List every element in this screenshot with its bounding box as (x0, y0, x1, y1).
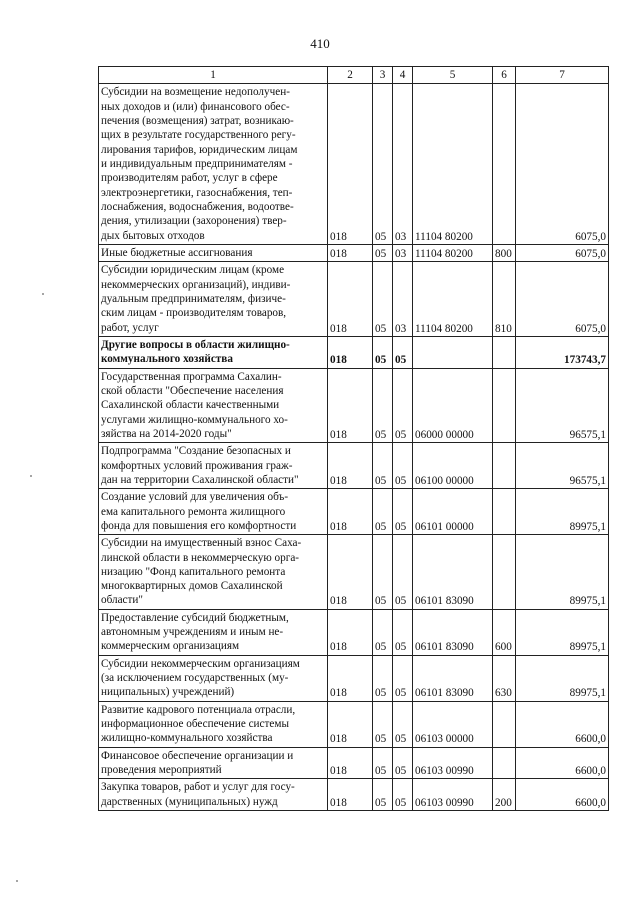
table-row (99, 489, 609, 535)
row-name-cell: Предоставление субсидий бюджетным, автономным учреждениям и иным не- коммерческим организациям (99, 609, 328, 655)
section-code-cell: 05 (373, 489, 393, 535)
subsection-code-cell: 05 (393, 747, 413, 779)
expense-type-cell (493, 84, 516, 245)
table-row (99, 655, 609, 701)
target-article-cell: 06101 83090 (413, 655, 493, 701)
row-name-cell: Создание условий для увеличения объ- ема капитального ремонта жилищного фонда для повышения его комфортности (99, 489, 328, 535)
expense-type-cell: 630 (493, 655, 516, 701)
row-name-cell: Другие вопросы в области жилищно- коммунального хозяйства (99, 336, 328, 368)
target-article-cell: 06103 00000 (413, 701, 493, 747)
page-number: 410 (310, 36, 330, 51)
target-article-cell: 11104 80200 (413, 84, 493, 245)
section-code-cell: 05 (373, 701, 393, 747)
row-name-cell: Субсидии на имущественный взнос Саха- линской области в некоммерческую орга- низацию "Фонд капитального ремонта многоквартирных домов Сахалинской области" (99, 535, 328, 610)
column-header: 2 (328, 67, 373, 84)
target-article-cell: 06101 83090 (413, 535, 493, 610)
column-header: 6 (493, 67, 516, 84)
amount-cell: 89975,1 (516, 489, 609, 535)
expense-type-cell: 600 (493, 609, 516, 655)
section-code-cell: 05 (373, 368, 393, 443)
table-row (99, 336, 609, 368)
subsection-code-cell: 05 (393, 779, 413, 811)
target-article-cell: 06101 00000 (413, 489, 493, 535)
subsection-code-cell: 05 (393, 701, 413, 747)
subsection-code-cell: 05 (393, 336, 413, 368)
section-code-cell: 05 (373, 747, 393, 779)
table-row (99, 535, 609, 610)
column-header: 7 (516, 67, 609, 84)
expense-type-cell: 800 (493, 244, 516, 261)
amount-cell: 6075,0 (516, 244, 609, 261)
subsection-code-cell: 05 (393, 609, 413, 655)
ministry-code-cell: 018 (328, 262, 373, 337)
amount-cell: 6600,0 (516, 747, 609, 779)
amount-cell: 89975,1 (516, 655, 609, 701)
ministry-code-cell: 018 (328, 336, 373, 368)
ministry-code-cell: 018 (328, 779, 373, 811)
section-code-cell: 05 (373, 443, 393, 489)
section-code-cell: 05 (373, 262, 393, 337)
budget-table (98, 66, 609, 811)
expense-type-cell (493, 368, 516, 443)
scan-speck (30, 475, 32, 477)
amount-cell: 6600,0 (516, 701, 609, 747)
subsection-code-cell: 05 (393, 655, 413, 701)
table-row (99, 747, 609, 779)
row-name-cell: Финансовое обеспечение организации и проведения мероприятий (99, 747, 328, 779)
table-row (99, 244, 609, 261)
scan-speck (16, 880, 18, 882)
table-row (99, 262, 609, 337)
ministry-code-cell: 018 (328, 443, 373, 489)
target-article-cell (413, 336, 493, 368)
subsection-code-cell: 03 (393, 262, 413, 337)
table-row (99, 368, 609, 443)
row-name-cell: Субсидии юридическим лицам (кроме некоммерческих организаций), индиви- дуальным предпринимателям, физиче- ским лицам - производителям товаров, работ, услуг (99, 262, 328, 337)
expense-type-cell (493, 336, 516, 368)
ministry-code-cell: 018 (328, 84, 373, 245)
amount-cell: 6075,0 (516, 262, 609, 337)
ministry-code-cell: 018 (328, 655, 373, 701)
amount-cell: 89975,1 (516, 535, 609, 610)
ministry-code-cell: 018 (328, 701, 373, 747)
expense-type-cell (493, 701, 516, 747)
table-row (99, 443, 609, 489)
section-code-cell: 05 (373, 609, 393, 655)
row-name-cell: Субсидии некоммерческим организациям (за исключением государственных (му- ниципальных) учреждений) (99, 655, 328, 701)
ministry-code-cell: 018 (328, 244, 373, 261)
section-code-cell: 05 (373, 244, 393, 261)
target-article-cell: 06103 00990 (413, 747, 493, 779)
table-row (99, 84, 609, 245)
table-header-row (99, 67, 609, 84)
column-header: 4 (393, 67, 413, 84)
target-article-cell: 06100 00000 (413, 443, 493, 489)
subsection-code-cell: 05 (393, 443, 413, 489)
expense-type-cell: 200 (493, 779, 516, 811)
amount-cell: 6075,0 (516, 84, 609, 245)
amount-cell: 96575,1 (516, 443, 609, 489)
scan-speck (42, 293, 44, 295)
row-name-cell: Государственная программа Сахалин- ской области "Обеспечение населения Сахалинской области качественными услугами жилищно-коммунального хо- зяйства на 2014-2020 годы" (99, 368, 328, 443)
subsection-code-cell: 05 (393, 489, 413, 535)
amount-cell: 6600,0 (516, 779, 609, 811)
ministry-code-cell: 018 (328, 489, 373, 535)
target-article-cell: 06000 00000 (413, 368, 493, 443)
amount-cell: 96575,1 (516, 368, 609, 443)
row-name-cell: Субсидии на возмещение недополучен- ных доходов и (или) финансового обес- печения (возмещения) затрат, возникаю- щих в результате государственного регу- лирования тарифов, юридическим лицам и индивидуальным предпринимателям - производителям работ, услуг в сфере электроэнергетики, газоснабжения, теп- лоснабжения, водоснабжения, водоотве- дения, утилизации (захоронения) твер- дых бытовых отходов (99, 84, 328, 245)
amount-cell: 173743,7 (516, 336, 609, 368)
target-article-cell: 06103 00990 (413, 779, 493, 811)
section-code-cell: 05 (373, 84, 393, 245)
ministry-code-cell: 018 (328, 368, 373, 443)
row-name-cell: Закупка товаров, работ и услуг для госу- дарственных (муниципальных) нужд (99, 779, 328, 811)
subsection-code-cell: 05 (393, 535, 413, 610)
ministry-code-cell: 018 (328, 535, 373, 610)
target-article-cell: 11104 80200 (413, 262, 493, 337)
subsection-code-cell: 03 (393, 244, 413, 261)
section-code-cell: 05 (373, 655, 393, 701)
row-name-cell: Иные бюджетные ассигнования (99, 244, 328, 261)
expense-type-cell (493, 747, 516, 779)
expense-type-cell (493, 535, 516, 610)
row-name-cell: Подпрограмма "Создание безопасных и комфортных условий проживания граж- дан на территории Сахалинской области" (99, 443, 328, 489)
amount-cell: 89975,1 (516, 609, 609, 655)
expense-type-cell (493, 489, 516, 535)
section-code-cell: 05 (373, 336, 393, 368)
target-article-cell: 11104 80200 (413, 244, 493, 261)
table-row (99, 609, 609, 655)
table-row (99, 779, 609, 811)
expense-type-cell (493, 443, 516, 489)
column-header: 1 (99, 67, 328, 84)
table-row (99, 701, 609, 747)
row-name-cell: Развитие кадрового потенциала отрасли, информационное обеспечение системы жилищно-коммунального хозяйства (99, 701, 328, 747)
subsection-code-cell: 03 (393, 84, 413, 245)
column-header: 3 (373, 67, 393, 84)
section-code-cell: 05 (373, 535, 393, 610)
subsection-code-cell: 05 (393, 368, 413, 443)
ministry-code-cell: 018 (328, 747, 373, 779)
ministry-code-cell: 018 (328, 609, 373, 655)
section-code-cell: 05 (373, 779, 393, 811)
column-header: 5 (413, 67, 493, 84)
expense-type-cell: 810 (493, 262, 516, 337)
target-article-cell: 06101 83090 (413, 609, 493, 655)
